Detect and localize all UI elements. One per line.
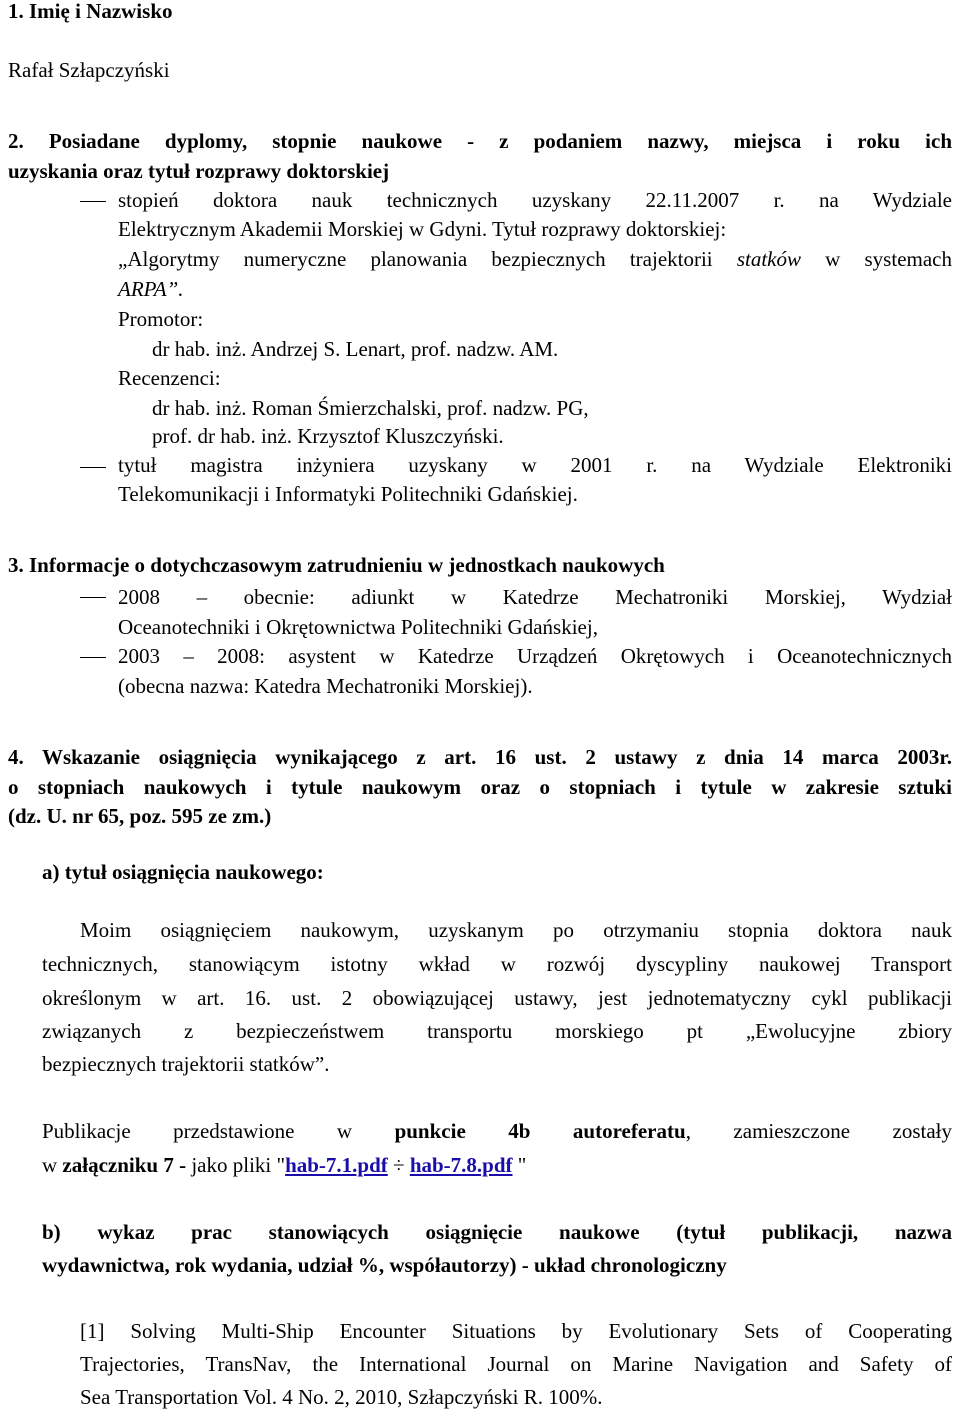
bullet-dash-icon	[80, 201, 106, 202]
promotor-label: Promotor:	[118, 307, 204, 331]
bullet-dash-icon	[80, 597, 106, 598]
reviewer-2: prof. dr hab. inż. Krzysztof Kluszczyński.	[152, 424, 504, 448]
reference-1-line-1: [1] Solving Multi-Ship Encounter Situations by Evolutionary Sets of Cooperating	[80, 1319, 952, 1343]
degree-line-1: stopień doktora nauk technicznych uzyskany 22.11.2007 r. na Wydziale	[118, 188, 952, 212]
section-2-heading-line-2: uzyskania oraz tytuł rozprawy doktorskiej	[8, 159, 390, 183]
publications-note-line-2: w załączniku 7 - jako pliki "hab-7.1.pdf ÷ hab-7.8.pdf "	[42, 1153, 527, 1177]
section-4-heading-line-3: (dz. U. nr 65, poz. 595 ze zm.)	[8, 804, 272, 828]
attachment-link-hab-7-1[interactable]: hab-7.1.pdf	[285, 1153, 388, 1177]
employment-1-line-1: 2008 – obecnie: adiunkt w Katedrze Mechatroniki Morskiej, Wydział	[118, 585, 952, 609]
section-2-heading-line-1: 2. Posiadane dyplomy, stopnie naukowe - z podaniem nazwy, miejsca i roku ich	[8, 129, 952, 153]
reviewer-1: dr hab. inż. Roman Śmierzchalski, prof. nadzw. PG,	[152, 396, 589, 420]
publications-note-line-1: Publikacje przedstawione w punkcie 4b autoreferatu, zamieszczone zostały	[42, 1119, 952, 1143]
subsection-a-heading: a) tytuł osiągnięcia naukowego:	[42, 860, 324, 884]
reference-1-line-2: Trajectories, TransNav, the International Journal on Marine Navigation and Safety of	[80, 1352, 952, 1376]
achievement-paragraph-line-4: związanych z bezpieczeństwem transportu morskiego pt „Ewolucyjne zbiory	[42, 1019, 952, 1043]
subsection-b-heading-line-1: b) wykaz prac stanowiących osiągnięcie naukowe (tytuł publikacji, nazwa	[42, 1220, 952, 1244]
attachment-link-hab-7-8[interactable]: hab-7.8.pdf	[409, 1153, 513, 1177]
achievement-paragraph-line-1: Moim osiągnięciem naukowym, uzyskanym po otrzymaniu stopnia doktora nauk	[80, 918, 952, 942]
section-1-heading: 1. Imię i Nazwisko	[8, 0, 173, 23]
masters-line-2: Telekomunikacji i Informatyki Politechniki Gdańskiej.	[118, 482, 578, 506]
employment-2-line-1: 2003 – 2008: asystent w Katedrze Urządzeń Okrętowych i Oceanotechnicznych	[118, 644, 952, 668]
section-3-heading: 3. Informacje o dotychczasowym zatrudnieniu w jednostkach naukowych	[8, 553, 665, 577]
bullet-dash-icon	[80, 467, 106, 468]
section-4-heading-line-2: o stopniach naukowych i tytule naukowym oraz o stopniach i tytule w zakresie sztuki	[8, 775, 952, 799]
employment-2-line-2: (obecna nazwa: Katedra Mechatroniki Morskiej).	[118, 674, 533, 698]
author-name: Rafał Szłapczyński	[8, 58, 170, 82]
promotor-name: dr hab. inż. Andrzej S. Lenart, prof. nadzw. AM.	[152, 337, 559, 361]
dissertation-title-line-1: „Algorytmy numeryczne planowania bezpiecznych trajektorii statków w systemach	[118, 247, 952, 271]
reviewers-label: Recenzenci:	[118, 366, 221, 390]
achievement-paragraph-line-5: bezpiecznych trajektorii statków”.	[42, 1052, 330, 1076]
masters-line-1: tytuł magistra inżyniera uzyskany w 2001 r. na Wydziale Elektroniki	[118, 453, 952, 477]
degree-line-2: Elektrycznym Akademii Morskiej w Gdyni. Tytuł rozprawy doktorskiej:	[118, 217, 727, 241]
section-4-heading-line-1: 4. Wskazanie osiągnięcia wynikającego z art. 16 ust. 2 ustawy z dnia 14 marca 2003r.	[8, 745, 952, 769]
dissertation-title-line-2: ARPA”.	[118, 277, 184, 301]
employment-1-line-2: Oceanotechniki i Okrętownictwa Politechniki Gdańskiej,	[118, 615, 598, 639]
reference-1-line-3: Sea Transportation Vol. 4 No. 2, 2010, Szłapczyński R. 100%.	[80, 1385, 603, 1409]
bullet-dash-icon	[80, 657, 106, 658]
achievement-paragraph-line-2: technicznych, stanowiącym istotny wkład w rozwój dyscypliny naukowej Transport	[42, 952, 952, 976]
subsection-b-heading-line-2: wydawnictwa, rok wydania, udział %, współautorzy) - układ chronologiczny	[42, 1253, 727, 1277]
achievement-paragraph-line-3: określonym w art. 16. ust. 2 obowiązującej ustawy, jest jednotematyczny cykl publikacji	[42, 986, 952, 1010]
